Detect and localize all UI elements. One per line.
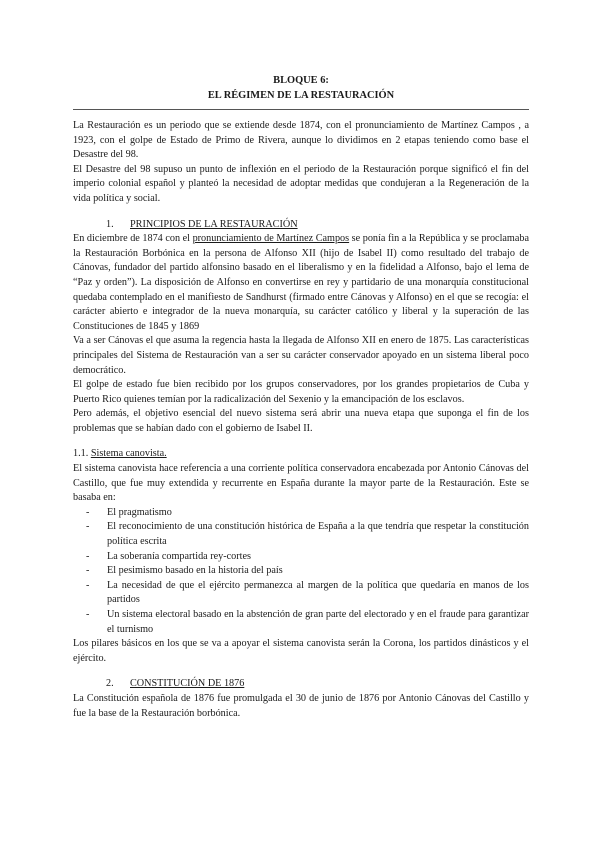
canovista-list — [73, 506, 529, 637]
section-1-paragraph-4: Pero además, el objetivo esencial del nuevo sistema será abrir una nueva etapa que suponga el fin de los problemas que se habían dado con el gobierno de Isabel II. — [73, 408, 529, 434]
section-1-1-paragraph-1: El sistema canovista hace referencia a una corriente política conservadora encabezada por Antonio Cánovas del Castillo, que fue muy extendida y recurrente en España durante la mayor parte de la Restauración. Este se basaba en: — [73, 463, 529, 504]
section-2-title: CONSTITUCIÓN DE 1876 — [130, 678, 245, 690]
intro-paragraph-1: La Restauración es un periodo que se extiende desde 1874, con el pronunciamiento de Martínez Campos , a 1923, con el golpe de Estado de Primo de Rivera, aunque lo dividimos en 2 etapas teniendo como base el Desastre del 98. — [73, 120, 529, 161]
section-1-1-heading — [73, 447, 529, 462]
list-item: - El pesimismo basado en la historia del país — [107, 564, 529, 579]
martinez-campos-link[interactable]: pronunciamiento de Martínez Campos — [192, 233, 350, 245]
section-1-1-title: Sistema canovista. — [90, 448, 167, 460]
section-2-paragraph-1: La Constitución española de 1876 fue promulgada el 30 de junio de 1876 por Antonio Cánovas del Castillo y fue la base de la Restauración borbónica. — [73, 692, 529, 719]
list-item: - El pragmatismo — [107, 506, 529, 521]
title-divider — [73, 109, 529, 110]
document-content — [73, 74, 529, 721]
list-item: - La soberanía compartida rey-cortes — [107, 550, 529, 565]
section-1-title: PRINCIPIOS DE LA RESTAURACIÓN — [130, 218, 298, 230]
section-2-heading — [73, 677, 529, 692]
section-1-text-pre: En diciembre de 1874 con el — [73, 233, 193, 245]
title-line-2: EL RÉGIMEN DE LA RESTAURACIÓN — [207, 89, 395, 101]
list-item: - Un sistema electoral basado en la abstención de gran parte del electorado y en el fraude para garantizar el turnismo — [107, 608, 529, 637]
list-item: - El reconocimiento de una constitución histórica de España a la que tendría que respetar la constitución política escrita — [107, 520, 529, 549]
section-1-text-post: se ponía fin a la República y se proclamaba la Restauración Borbónica en la persona de Alfonso XII (hijo de Isabel II) como resultado del trabajo de Cánovas, fundador del partido alfonsino basado en el liberalismo y en la fidelidad a Alfonso, bajo el lema de “Paz y orden”). La disposición de Alfonso en convertirse en rey y partidario de una monarquía constitucional quedaba contemplado en el manifiesto de Sandhurst (firmado entre Cánovas y Alfonso) en el que se recogía: el carácter abierto e integrador de la nueva monarquía, su carácter católico y liberal y la superación de las Constituciones de 1845 y 1869 — [73, 233, 529, 332]
list-item: - La necesidad de que el ejército permanezca al margen de la política que quedaría en manos de los partidos — [107, 579, 529, 608]
document-title — [73, 74, 529, 103]
intro-paragraph-2: El Desastre del 98 supuso un punto de inflexión en el periodo de la Restauración porque significó el fin del imperio colonial español y planteó la necesidad de adoptar medidas que condujeran a la Regeneración de la vida política y social. — [73, 163, 529, 204]
section-1-1-paragraph-2: Los pilares básicos en los que se va a apoyar el sistema canovista serán la Corona, los partidos dinásticos y el ejército. — [73, 638, 529, 664]
title-line-1: BLOQUE 6: — [273, 75, 329, 86]
section-1-number: 1. — [106, 218, 114, 230]
section-2-number: 2. — [106, 678, 114, 690]
section-1-heading — [73, 218, 529, 233]
section-1-paragraph-1 — [73, 232, 529, 334]
section-1-paragraph-3: El golpe de estado fue bien recibido por los grupos conservadores, por los grandes propietarios de Cuba y Puerto Rico quienes temían por la radicalización del Sexenio y la emancipación de los esclavos. — [73, 379, 529, 405]
section-1-paragraph-2: Va a ser Cánovas el que asuma la regencia hasta la llegada de Alfonso XII en enero de 1875. Las características principales del Sistema de Restauración van a ser su carácter conservador apoyado en un sistema liberal poco democrático. — [73, 335, 529, 376]
section-1-1-number: 1.1. — [73, 448, 89, 460]
